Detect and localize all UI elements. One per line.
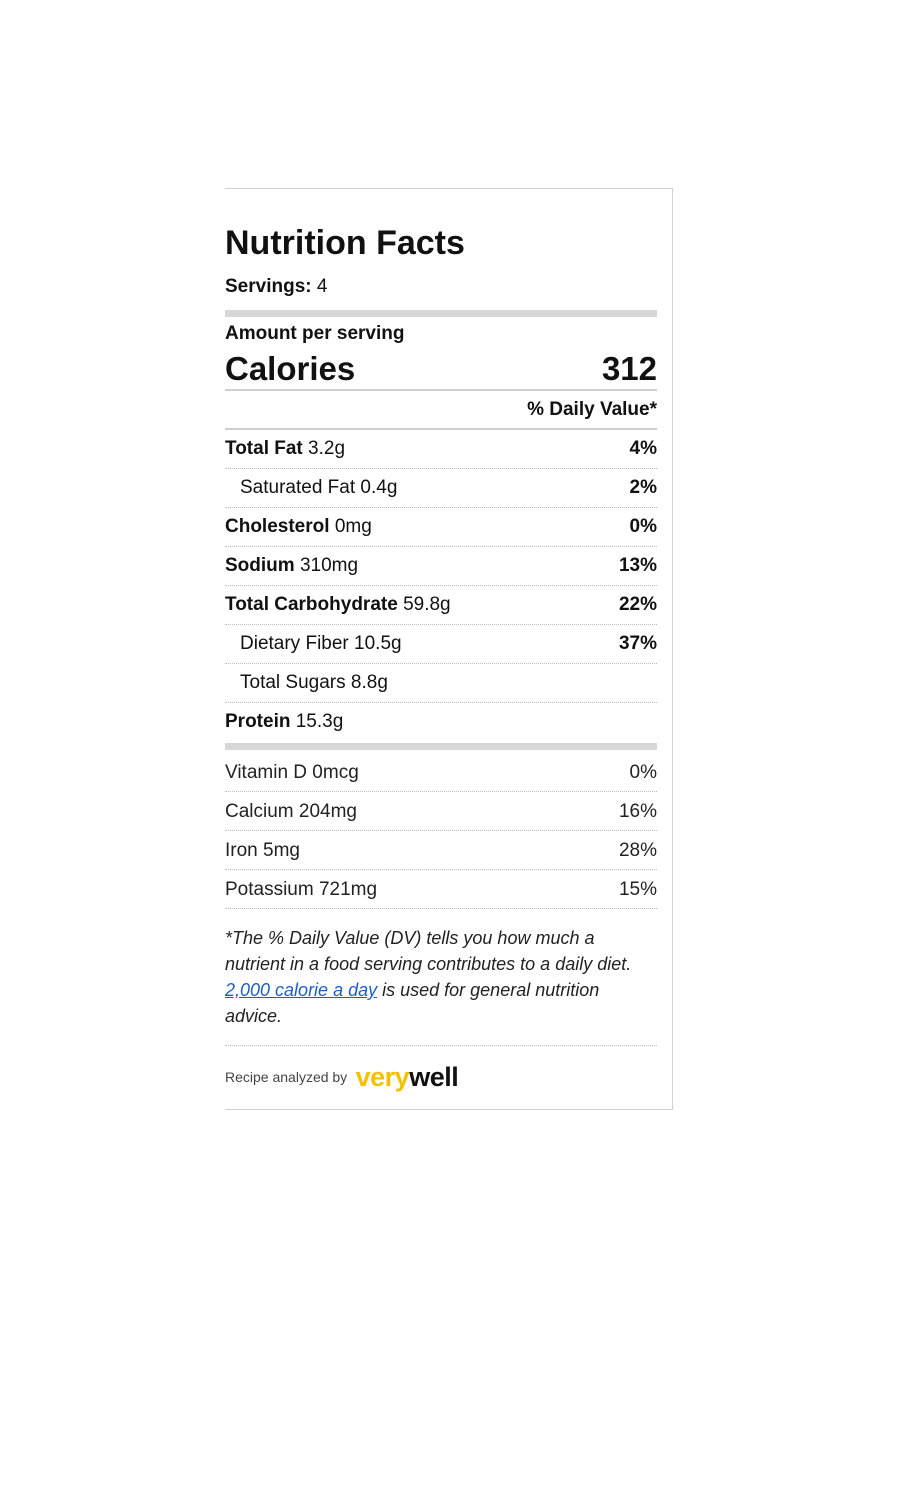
daily-value-header: % Daily Value* [527, 399, 657, 420]
calorie-guidance-link[interactable]: 2,000 calorie a day [225, 980, 378, 1000]
nutrient-row-sodium [225, 547, 657, 586]
nutrient-amount: 0.4g [360, 477, 398, 498]
thick-divider-vitamins [225, 743, 657, 750]
nutrition-facts-panel [225, 188, 673, 1110]
nutrient-rows [225, 430, 657, 741]
nutrient-row-dietary-fiber [225, 625, 657, 664]
nutrient-row-total-fat [225, 430, 657, 469]
attribution-text: Recipe analyzed by [225, 1069, 348, 1085]
nutrient-label: Protein [225, 711, 291, 732]
nutrient-amount: 59.8g [403, 594, 451, 615]
servings-line [225, 275, 327, 299]
vitamin-label: Vitamin D [225, 762, 308, 783]
servings-label: Servings: [225, 276, 312, 297]
vitamin-amount: 0mcg [312, 762, 359, 783]
vitamin-daily-value: 15% [618, 879, 657, 900]
vitamin-daily-value: 28% [618, 840, 657, 861]
vitamin-amount: 721mg [318, 879, 378, 900]
calories-value: 312 [601, 350, 657, 387]
nutrient-daily-value: 0% [629, 516, 657, 537]
vitamin-label: Calcium [225, 801, 294, 822]
nutrient-label: Dietary Fiber [240, 633, 349, 654]
recipe-attribution [225, 1062, 458, 1092]
nutrient-amount: 0mg [334, 516, 372, 537]
footnote-divider [225, 1045, 657, 1046]
nutrient-amount: 310mg [299, 555, 359, 576]
nutrient-row-protein [225, 703, 657, 741]
nutrition-facts-title: Nutrition Facts [225, 224, 465, 262]
nutrient-row-saturated-fat [225, 469, 657, 508]
vitamin-daily-value: 16% [618, 801, 657, 822]
nutrient-amount: 10.5g [354, 633, 402, 654]
nutrient-label: Saturated Fat [240, 477, 356, 498]
amount-per-serving: Amount per serving [225, 323, 405, 344]
calories-label: Calories [225, 350, 356, 387]
nutrient-daily-value: 37% [618, 633, 657, 654]
vitamin-daily-value: 0% [629, 762, 657, 783]
thick-divider-top [225, 310, 657, 317]
nutrient-row-cholesterol [225, 508, 657, 547]
nutrient-daily-value: 22% [618, 594, 657, 615]
nutrient-amount: 8.8g [350, 672, 388, 693]
footnote-text: *The % Daily Value (DV) tells you how much a nutrient in a food serving contributes to a daily diet. [225, 928, 632, 974]
verywell-logo: verywell [355, 1062, 459, 1092]
vitamin-row-vitamin-d [225, 753, 657, 792]
nutrient-row-total-sugars [225, 664, 657, 703]
vitamin-row-calcium [225, 792, 657, 831]
vitamin-label: Iron [225, 840, 258, 861]
footnote-text-end: is used for general nutrition advice. [225, 980, 600, 1026]
vitamin-row-potassium [225, 870, 657, 909]
nutrient-daily-value: 2% [629, 477, 657, 498]
calories-divider [225, 389, 657, 391]
calories-row [225, 349, 657, 389]
nutrient-label: Total Carbohydrate [225, 594, 398, 615]
vitamin-row-iron [225, 831, 657, 870]
nutrient-amount: 3.2g [308, 438, 346, 459]
nutrient-label: Cholesterol [225, 516, 330, 537]
nutrient-label: Total Fat [225, 438, 303, 459]
nutrient-amount: 15.3g [295, 711, 344, 732]
nutrient-daily-value: 4% [629, 438, 657, 459]
vitamin-amount: 204mg [298, 801, 358, 822]
vitamin-amount: 5mg [263, 840, 300, 861]
nutrient-label: Sodium [225, 555, 295, 576]
daily-value-footnote [225, 925, 657, 1029]
nutrient-row-total-carbohydrate [225, 586, 657, 625]
vitamin-label: Potassium [225, 879, 314, 900]
vitamin-rows [225, 753, 657, 909]
nutrient-daily-value: 13% [618, 555, 657, 576]
nutrient-label: Total Sugars [240, 672, 346, 693]
servings-value: 4 [316, 276, 328, 297]
